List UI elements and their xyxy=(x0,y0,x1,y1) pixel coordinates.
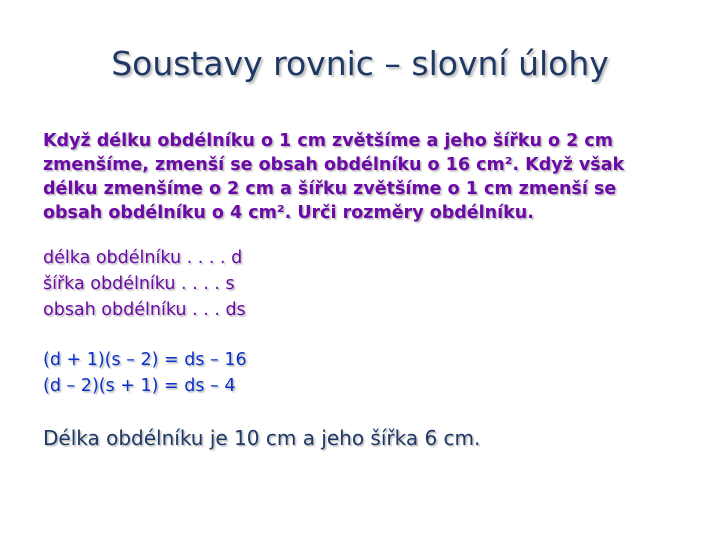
problem-line: Když délku obdélníku o 1 cm zvětšíme a jeho šířku o 2 cm xyxy=(43,131,614,151)
variable-definitions xyxy=(43,245,693,323)
slide-title: Soustavy rovnic – slovní úlohy xyxy=(111,44,609,83)
problem-line: obsah obdélníku o 4 cm². Urči rozměry obdélníku. xyxy=(43,203,534,223)
equation-system xyxy=(43,347,693,399)
variable-width: šířka obdélníku . . . . s xyxy=(43,274,235,294)
variable-area: obsah obdélníku . . . ds xyxy=(43,300,246,320)
equation-1: (d + 1)(s – 2) = ds – 16 xyxy=(43,350,247,370)
variable-length: délka obdélníku . . . . d xyxy=(43,248,243,268)
problem-line: délku zmenšíme o 2 cm a šířku zvětšíme o 1 cm zmenší se xyxy=(43,179,617,199)
problem-text xyxy=(43,129,693,225)
answer-text: Délka obdélníku je 10 cm a jeho šířka 6 cm. xyxy=(43,426,481,450)
equation-2: (d – 2)(s + 1) = ds – 4 xyxy=(43,376,236,396)
problem-line: zmenšíme, zmenší se obsah obdélníku o 16 cm². Když však xyxy=(43,155,625,175)
